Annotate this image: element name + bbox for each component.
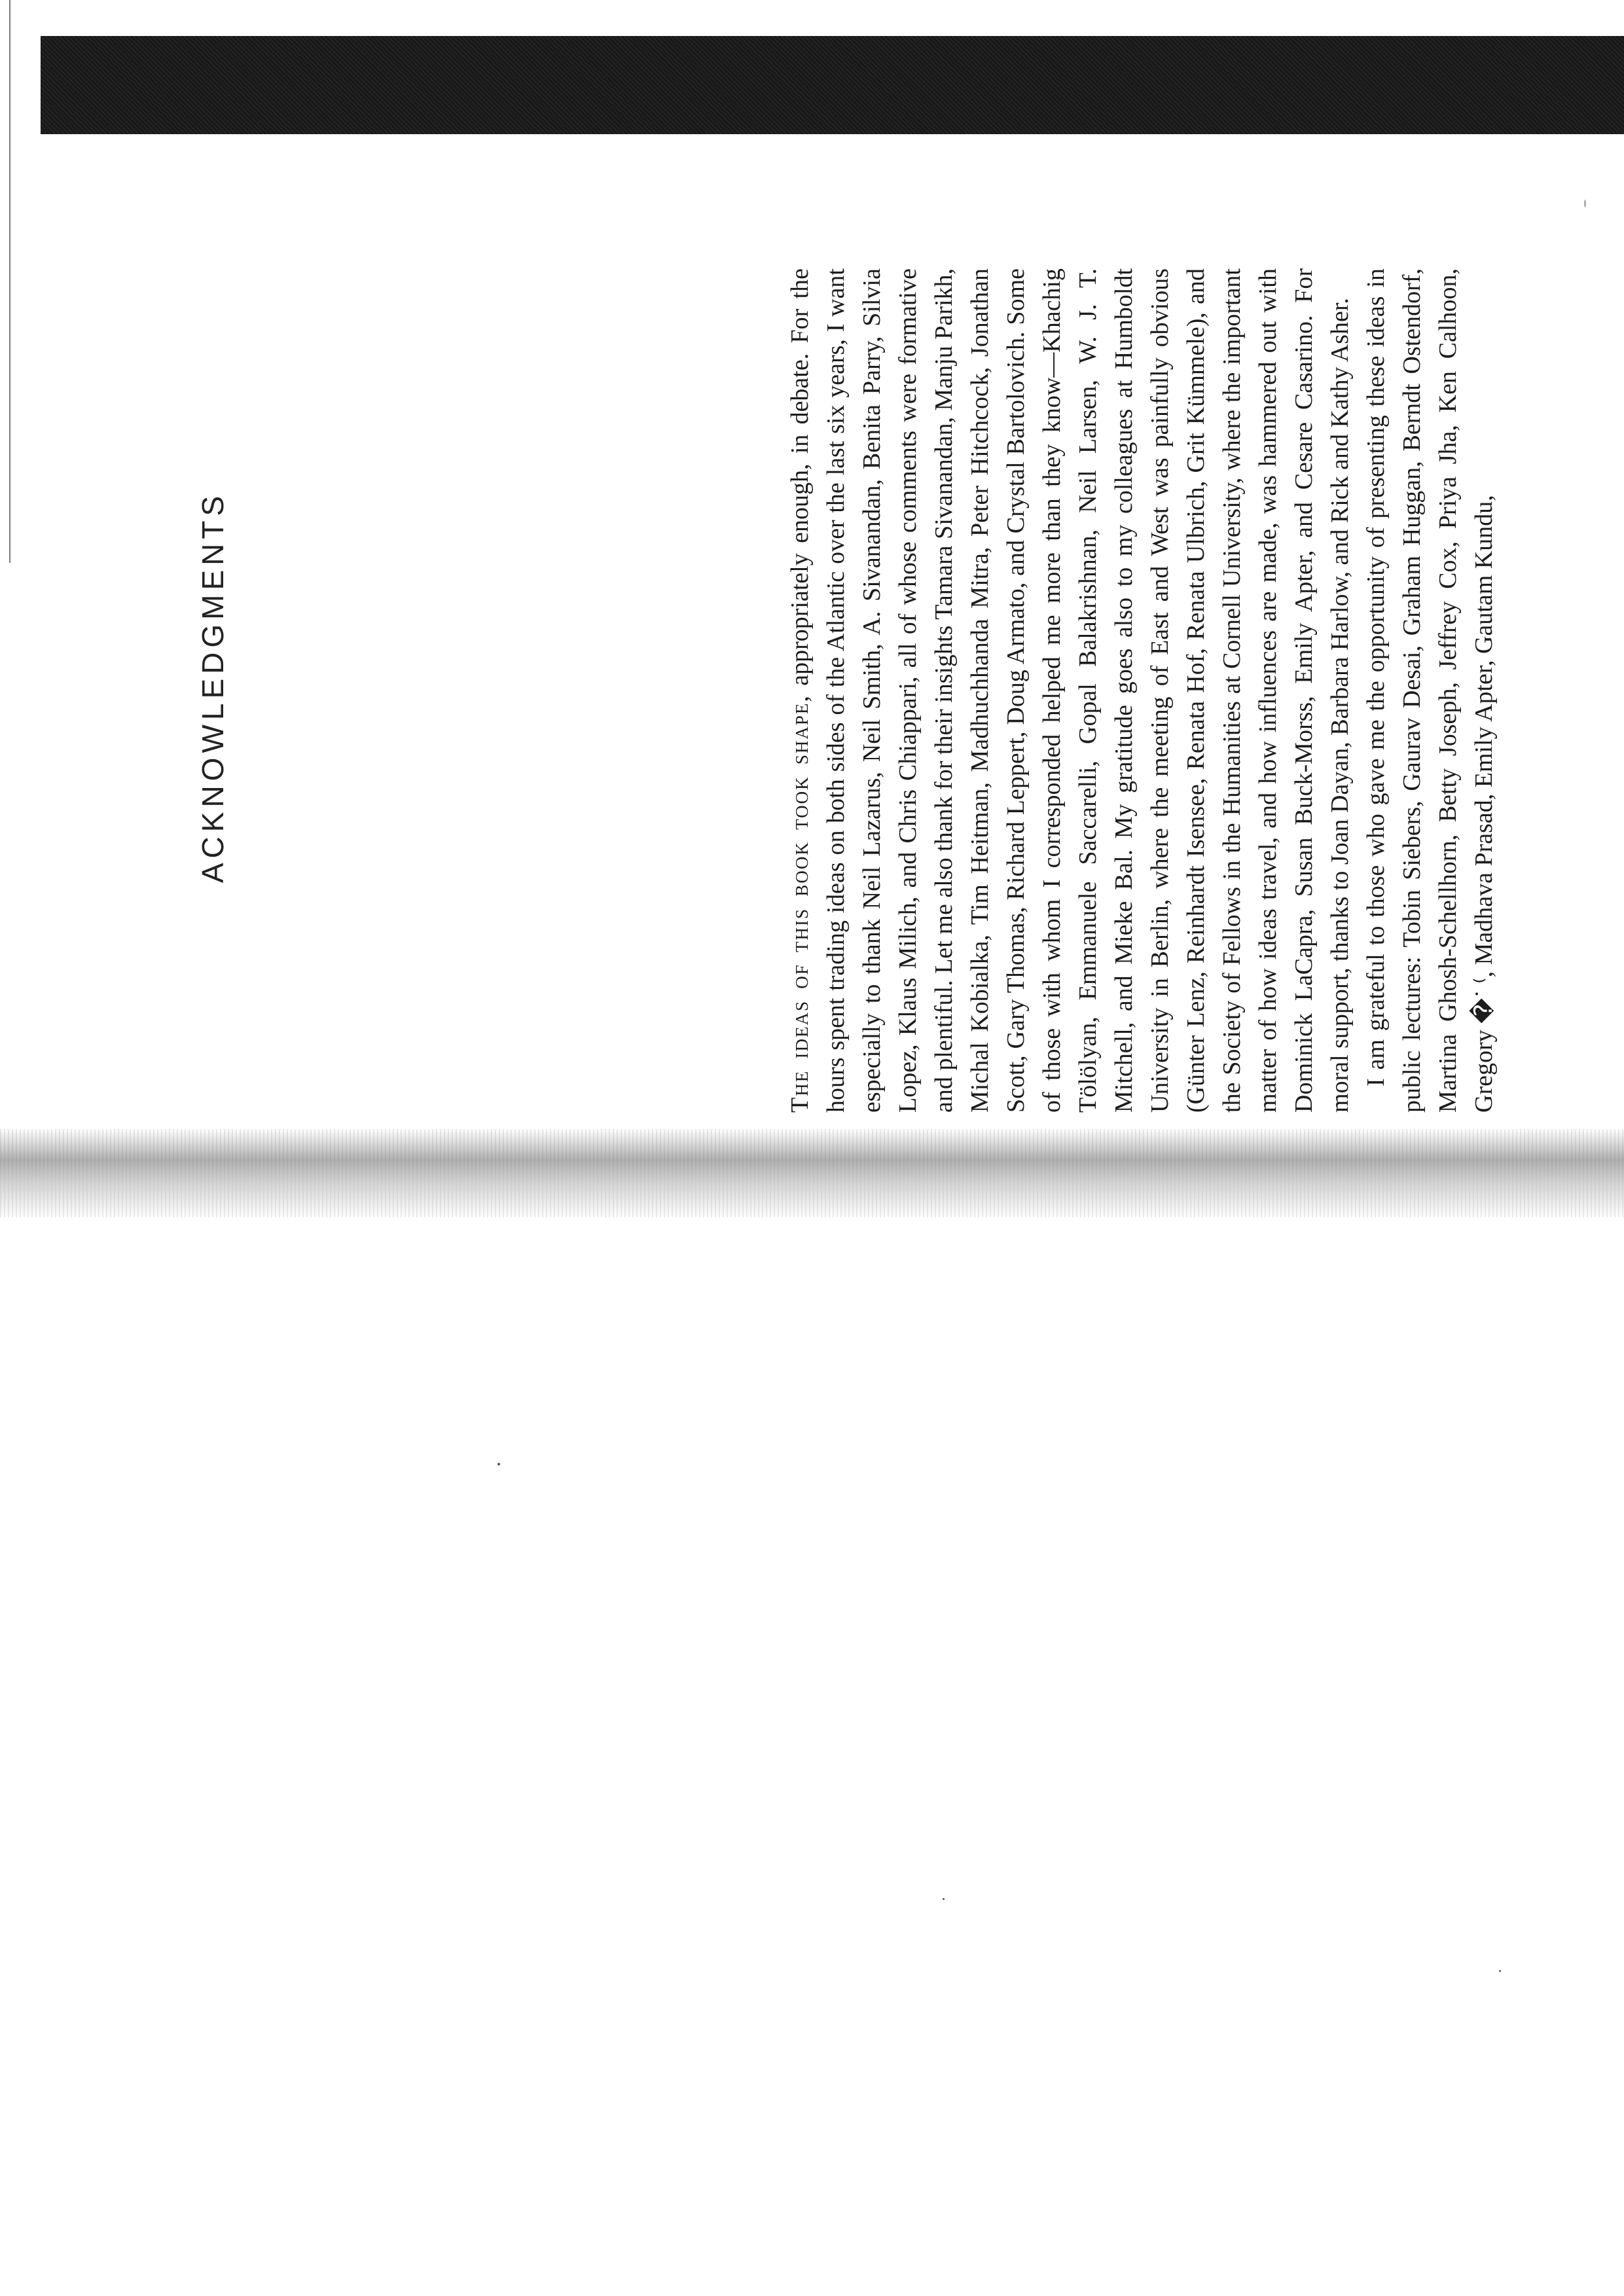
acknowledgments-body xyxy=(782,268,1502,1113)
chapter-title: ACKNOWLEDGMENTS xyxy=(196,491,230,884)
paragraph-2: I am grateful to those who gave me the opportunity of presenting these ideas in public lectures: Tobin Siebers, Gaurav Desai, Graham Huggan, Berndt Ostendorf, Martina Ghosh-Schellhorn, Betty Joseph, Jeffrey Cox, Priya Jha, Ken Calhoon, Gregory �˙ ⁽, Madhava Prasad, Emily Apter, Gautam Kundu, xyxy=(1362,268,1498,1113)
paragraph-1 xyxy=(782,268,1358,1113)
scan-speck xyxy=(1584,200,1586,207)
scan-speck xyxy=(1499,1970,1501,1972)
opening-small-caps: The ideas of this book took shape xyxy=(786,702,814,1113)
rotated-page xyxy=(193,262,1624,1113)
paragraph-1-text: , appropriately enough, in debate. For the hours spent trading ideas on both sides of the Atlantic over the last six years, I want especially to thank Neil Lazarus, Neil Smith, A. Sivanandan, Benita Parry, Silvia Lopez, Klaus Milich, and Chris Chiappari, all of whose comments were formative and plentiful. Let me also thank for their insights Tamara Sivanandan, Manju Parikh, Michal Kobialka, Tim Heitman, Madhuchhanda Mitra, Peter Hitchcock, Jonathan Scott, Gary Thomas, Richard Leppert, Doug Armato, and Crystal Bartolovich. Some of those with whom I corresponded helped me more than they know—Khachig Tölölyan, Emmanuele Saccarelli, Gopal Balakrishnan, Neil Larsen, W. J. T. Mitchell, and Mieke Bal. My gratitude goes also to my colleagues at Humboldt University in Berlin, where the meeting of East and West was painfully obvious (Günter Lenz, Reinhardt Isensee, Renata Hof, Renata Ulbrich, Grit Kümmele), and the Society of Fellows in the Humanities at Cornell University, where the important matter of how ideas travel, and how influences are made, was hammered out with Dominick LaCapra, Susan Buck-Morss, Emily Apter, and Cesare Casarino. For moral support, thanks to Joan Dayan, Barbara Harlow, and Rick and Kathy Asher. xyxy=(786,268,1354,1113)
scan-edge-line xyxy=(9,0,10,563)
scan-speck xyxy=(497,1463,500,1465)
scan-dark-band xyxy=(41,36,1624,134)
book-gutter-shadow xyxy=(0,1129,1624,1217)
scan-speck xyxy=(943,1898,945,1900)
